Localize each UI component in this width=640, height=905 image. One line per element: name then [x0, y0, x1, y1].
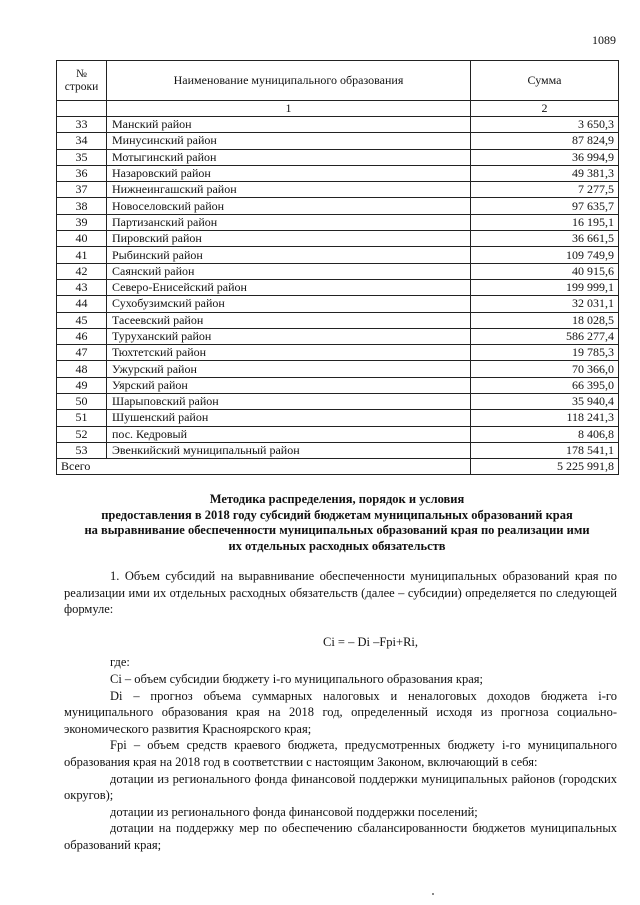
- table-row: [57, 214, 619, 230]
- row-number: 44: [57, 296, 107, 312]
- municipality-name: Саянский район: [107, 263, 471, 279]
- municipality-name: Туруханский район: [107, 328, 471, 344]
- row-number: 39: [57, 214, 107, 230]
- municipality-name: Новоселовский район: [107, 198, 471, 214]
- row-number: 49: [57, 377, 107, 393]
- sum-value: 49 381,3: [471, 165, 619, 181]
- methodology-title-line: на выравнивание обеспеченности муниципальных образований края по реализации ими: [84, 523, 590, 537]
- subsidy-distribution-table: [56, 60, 619, 475]
- table-row: [57, 279, 619, 295]
- header-row-number: [57, 61, 107, 101]
- header-municipality-name: Наименование муниципального образования: [107, 61, 471, 101]
- sum-value: 66 395,0: [471, 377, 619, 393]
- row-number: 38: [57, 198, 107, 214]
- sum-value: 97 635,7: [471, 198, 619, 214]
- table-body: [57, 117, 619, 475]
- column-index-row: [57, 101, 619, 117]
- definition-fpi: Fpi – объем средств краевого бюджета, предусмотренных бюджету i-го муниципального образования края на 2018 год в соответствии с настоящим Законом, включающий в себя:: [64, 738, 617, 769]
- table-row: [57, 394, 619, 410]
- municipality-name: Шарыповский район: [107, 394, 471, 410]
- row-number: 53: [57, 442, 107, 458]
- municipality-name: Сухобузимский район: [107, 296, 471, 312]
- sum-value: 18 028,5: [471, 312, 619, 328]
- scan-speck: [432, 893, 434, 895]
- sum-value: 36 661,5: [471, 231, 619, 247]
- paragraph-1: 1. Объем субсидий на выравнивание обеспеченности муниципальных образований края по реализации ими их отдельных расходных обязательств (далее – субсидии) определяется по следующей формуле:: [64, 569, 617, 617]
- fpi-item-regional-fund-settlements: дотации из регионального фонда финансовой поддержки поселений;: [110, 804, 478, 819]
- municipality-name: Северо-Енисейский район: [107, 279, 471, 295]
- municipality-name: Манский район: [107, 117, 471, 133]
- municipality-name: пос. Кедровый: [107, 426, 471, 442]
- table-row: [57, 426, 619, 442]
- table-row: [57, 198, 619, 214]
- sum-value: 3 650,3: [471, 117, 619, 133]
- row-number: 43: [57, 279, 107, 295]
- sum-value: 16 195,1: [471, 214, 619, 230]
- page-number: 1089: [592, 33, 616, 47]
- sum-value: 8 406,8: [471, 426, 619, 442]
- sum-value: 35 940,4: [471, 394, 619, 410]
- methodology-title-line: их отдельных расходных обязательств: [228, 538, 446, 553]
- municipality-name: Ужурский район: [107, 361, 471, 377]
- table-row: [57, 149, 619, 165]
- municipality-name: Мотыгинский район: [107, 149, 471, 165]
- table-row: [57, 410, 619, 426]
- table-row: [57, 328, 619, 344]
- methodology-title-line: Методика распределения, порядок и условия: [209, 492, 465, 506]
- municipality-name: Тюхтетский район: [107, 345, 471, 361]
- sum-value: 109 749,9: [471, 247, 619, 263]
- table-row: [57, 263, 619, 279]
- total-sum: 5 225 991,8: [471, 459, 619, 475]
- row-number: 37: [57, 182, 107, 198]
- sum-value: 32 031,1: [471, 296, 619, 312]
- total-label: Всего: [57, 459, 471, 475]
- municipality-name: Минусинский район: [107, 133, 471, 149]
- total-row: [57, 459, 619, 475]
- table-row: [57, 182, 619, 198]
- row-number: 41: [57, 247, 107, 263]
- row-number: 34: [57, 133, 107, 149]
- table-row: [57, 361, 619, 377]
- row-number: 35: [57, 149, 107, 165]
- sum-value: 36 994,9: [471, 149, 619, 165]
- formula: Ci = – Di –Fpi+Ri,: [322, 634, 419, 649]
- table-header-row: [57, 61, 619, 101]
- definition-ci: Ci – объем субсидии бюджету i-го муниципального образования края;: [110, 671, 484, 686]
- column-index-sum: 2: [471, 101, 619, 117]
- row-number: 40: [57, 231, 107, 247]
- sum-value: 87 824,9: [471, 133, 619, 149]
- row-number: 33: [57, 117, 107, 133]
- column-index-num: [57, 101, 107, 117]
- row-number: 36: [57, 165, 107, 181]
- table-row: [57, 231, 619, 247]
- header-sum: Сумма: [471, 61, 619, 101]
- row-number: 46: [57, 328, 107, 344]
- row-number: 42: [57, 263, 107, 279]
- sum-value: 40 915,6: [471, 263, 619, 279]
- table-row: [57, 442, 619, 458]
- table-row: [57, 133, 619, 149]
- municipality-name: Назаровский район: [107, 165, 471, 181]
- table-row: [57, 345, 619, 361]
- municipality-name: Тасеевский район: [107, 312, 471, 328]
- methodology-body: [64, 568, 617, 854]
- header-row-number-line2: строки: [64, 80, 99, 93]
- row-number: 45: [57, 312, 107, 328]
- table-row: [57, 247, 619, 263]
- sum-value: 178 541,1: [471, 442, 619, 458]
- definition-di: Di – прогноз объема суммарных налоговых и неналоговых доходов бюджета i-го муниципального образования края на 2018 год, определенный исходя из прогноза социально-экономического развития Красноярского края;: [64, 688, 617, 736]
- where-label: где:: [110, 655, 130, 670]
- table-row: [57, 165, 619, 181]
- municipality-name: Рыбинский район: [107, 247, 471, 263]
- table-row: [57, 296, 619, 312]
- table-row: [57, 312, 619, 328]
- methodology-title-line: предоставления в 2018 году субсидий бюджетам муниципальных образований края: [101, 507, 573, 522]
- municipality-name: Пировский район: [107, 231, 471, 247]
- municipality-name: Уярский район: [107, 377, 471, 393]
- row-number: 52: [57, 426, 107, 442]
- fpi-item-regional-fund-districts: дотации из регионального фонда финансовой поддержки муниципальных районов (городских округов);: [64, 771, 617, 803]
- row-number: 48: [57, 361, 107, 377]
- sum-value: 199 999,1: [471, 279, 619, 295]
- header-row-number-line1: №: [76, 67, 87, 80]
- row-number: 50: [57, 394, 107, 410]
- table-row: [57, 377, 619, 393]
- column-index-name: 1: [107, 101, 471, 117]
- sum-value: 70 366,0: [471, 361, 619, 377]
- row-number: 47: [57, 345, 107, 361]
- sum-value: 19 785,3: [471, 345, 619, 361]
- row-number: 51: [57, 410, 107, 426]
- municipality-name: Нижнеингашский район: [107, 182, 471, 198]
- table-row: [57, 117, 619, 133]
- municipality-name: Партизанский район: [107, 214, 471, 230]
- municipality-name: Эвенкийский муниципальный район: [107, 442, 471, 458]
- sum-value: 7 277,5: [471, 182, 619, 198]
- municipality-name: Шушенский район: [107, 410, 471, 426]
- sum-value: 586 277,4: [471, 328, 619, 344]
- methodology-title: [56, 492, 618, 554]
- sum-value: 118 241,3: [471, 410, 619, 426]
- fpi-item-balance-support: дотации на поддержку мер по обеспечению сбалансированности бюджетов муниципальных образований края;: [64, 821, 617, 852]
